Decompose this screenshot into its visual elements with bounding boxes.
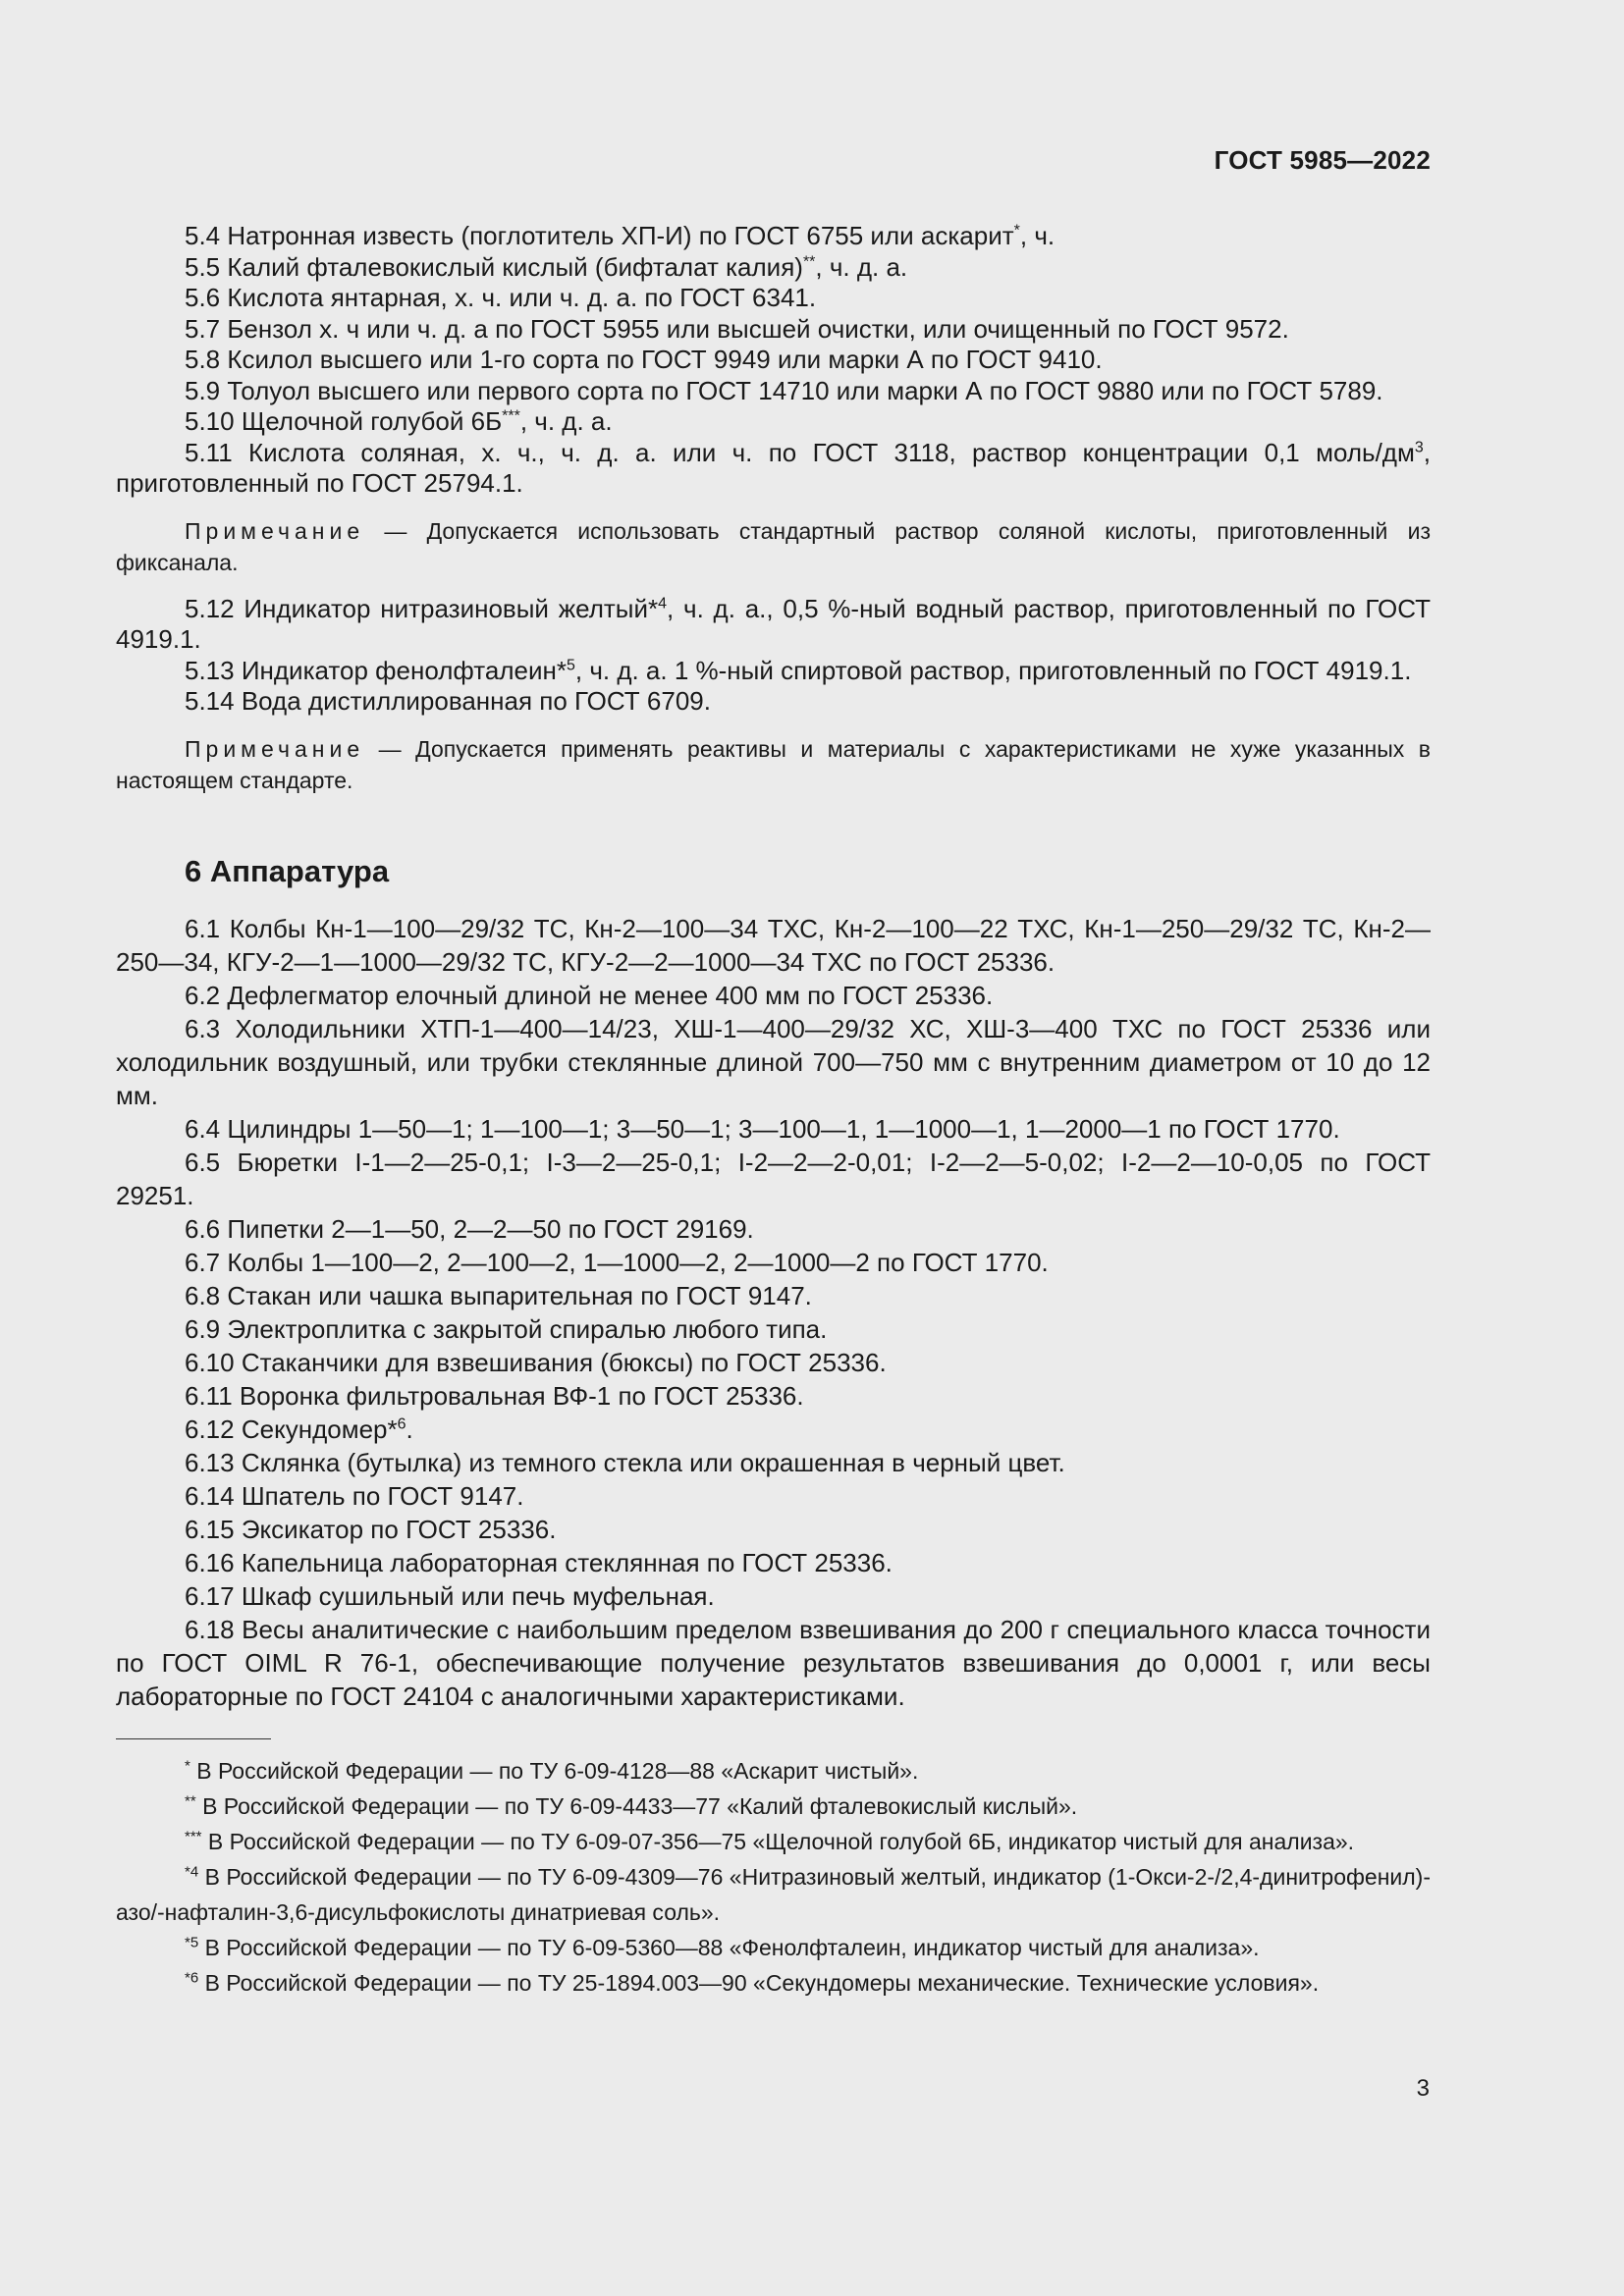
item-5-12: 5.12 Индикатор нитразиновый желтый*$^4$, ч. д. а., 0,5 %-ный водный раствор, приготовленный по ГОСТ 4919.1. xyxy=(116,593,1431,654)
item-5-10: 5.10 Щелочной голубой 6Б***, ч. д. а. xyxy=(185,406,613,436)
item-6-13: 6.13 Склянка (бутылка) из темного стекла или окрашенная в черный цвет. xyxy=(185,1447,1065,1477)
footnote-divider xyxy=(116,1738,271,1739)
item-6-17: 6.17 Шкаф сушильный или печь муфельная. xyxy=(185,1580,715,1611)
note-label: Примечание xyxy=(185,735,365,762)
document-code-header: ГОСТ 5985—2022 xyxy=(1214,145,1431,175)
item-5-5: 5.5 Калий фталевокислый кислый (бифталат калия)**, ч. д. а. xyxy=(185,251,908,282)
footnote-mark: ** xyxy=(185,1791,196,1809)
section-6-heading: 6 Аппаратура xyxy=(185,853,390,888)
item-6-5: 6.5 Бюретки I-1—2—25-0,1; I-3—2—25-0,1; I-2—2—2-0,01; I-2—2—5-0,02; I-2—2—10-0,05 по ГОСТ 29251. xyxy=(116,1147,1431,1210)
footnote-mark: *4 xyxy=(185,1862,199,1880)
item-5-13: 5.13 Индикатор фенолфталеин*$^5$, ч. д. а. 1 %-ный спиртовой раствор, приготовленный по ГОСТ 4919.1. xyxy=(185,655,1412,685)
item-6-15: 6.15 Эксикатор по ГОСТ 25336. xyxy=(185,1514,557,1544)
footnote-4: $^{*4}$ В Российской Федерации — по ТУ 6-09-4309—76 «Нитразиновый желтый, индикатор (1-Окси-2-/2,4-динитрофенил)-азо/-нафталин-3,6-дисульфокислоты динатриевая соль». xyxy=(116,1862,1431,1925)
item-5-9: 5.9 Толуол высшего или первого сорта по ГОСТ 14710 или марки А по ГОСТ 9880 или по ГОСТ 5789. xyxy=(185,375,1383,405)
footnote-mark: *5 xyxy=(185,1933,199,1950)
footnote-3: *** В Российской Федерации — по ТУ 6-09-07-356—75 «Щелочной голубой 6Б, индикатор чистый для анализа». xyxy=(185,1827,1355,1854)
item-6-18: 6.18 Весы аналитические с наибольшим пределом взвешивания до 200 г специального класса точности по ГОСТ OIML R 76-1, обеспечивающие получение результатов взвешивания до 0,0001 г, или весы лабораторные по ГОСТ 24104 с аналогичными характеристиками. xyxy=(116,1614,1431,1711)
item-6-14: 6.14 Шпатель по ГОСТ 9147. xyxy=(185,1480,524,1511)
item-6-4: 6.4 Цилиндры 1—50—1; 1—100—1; 3—50—1; 3—100—1, 1—1000—1, 1—2000—1 по ГОСТ 1770. xyxy=(185,1113,1340,1144)
item-5-4: 5.4 Натронная известь (поглотитель ХП-И) по ГОСТ 6755 или аскарит*, ч. xyxy=(185,221,1056,250)
item-6-1: 6.1 Колбы Кн-1—100—29/32 ТС, Кн-2—100—34 ТХС, Кн-2—100—22 ТХС, Кн-1—250—29/32 ТС, Кн-2—250—34, КГУ-2—1—1000—29/32 ТС, КГУ-2—2—1000—34 ТХС по ГОСТ 25336. xyxy=(116,913,1431,977)
footnote-mark: *6 xyxy=(185,1968,199,1986)
footnote-2: ** В Российской Федерации — по ТУ 6-09-4433—77 «Калий фталевокислый кислый». xyxy=(185,1791,1078,1819)
item-6-11: 6.11 Воронка фильтровальная ВФ-1 по ГОСТ 25336. xyxy=(185,1380,804,1411)
item-6-9: 6.9 Электроплитка с закрытой спиралью любого типа. xyxy=(185,1313,828,1344)
page-content xyxy=(116,221,1431,2001)
footnote-5: $^{*5}$ В Российской Федерации — по ТУ 6-09-5360—88 «Фенолфталеин, индикатор чистый для анализа». xyxy=(185,1933,1260,1960)
item-6-12: 6.12 Секундомер*$^6$. xyxy=(185,1414,413,1444)
page-number: 3 xyxy=(1416,2075,1430,2102)
item-6-2: 6.2 Дефлегматор елочный длиной не менее 400 мм по ГОСТ 25336. xyxy=(185,980,994,1010)
item-5-8: 5.8 Ксилол высшего или 1-го сорта по ГОСТ 9949 или марки А по ГОСТ 9410. xyxy=(185,345,1103,374)
item-5-11: 5.11 Кислота соляная, х. ч., ч. д. а. или ч. по ГОСТ 3118, раствор концентрации 0,1 моль/$дм^3$, приготовленный по ГОСТ 25794.1. xyxy=(116,437,1431,498)
footnote-6: $^{*6}$ В Российской Федерации — по ТУ 25-1894.003—90 «Секундомеры механические. Технические условия». xyxy=(185,1968,1320,1996)
note-1: Примечание — Допускается использовать стандартный раствор соляной кислоты, приготовленный из фиксанала. xyxy=(116,517,1431,575)
item-5-7: 5.7 Бензол х. ч или ч. д. а по ГОСТ 5955 или высшей очистки, или очищенный по ГОСТ 9572. xyxy=(185,313,1289,344)
item-6-7: 6.7 Колбы 1—100—2, 2—100—2, 1—1000—2, 2—1000—2 по ГОСТ 1770. xyxy=(185,1247,1049,1277)
item-6-8: 6.8 Стакан или чашка выпарительная по ГОСТ 9147. xyxy=(185,1280,812,1310)
footnote-mark: * xyxy=(185,1756,190,1774)
item-6-10: 6.10 Стаканчики для взвешивания (бюксы) по ГОСТ 25336. xyxy=(185,1347,887,1377)
note-label: Примечание xyxy=(185,517,365,544)
item-5-6: 5.6 Кислота янтарная, х. ч. или ч. д. а. по ГОСТ 6341. xyxy=(185,283,817,312)
footnote-mark: *** xyxy=(185,1827,202,1844)
item-5-14: 5.14 Вода дистиллированная по ГОСТ 6709. xyxy=(185,686,711,716)
item-6-6: 6.6 Пипетки 2—1—50, 2—2—50 по ГОСТ 29169. xyxy=(185,1213,754,1244)
item-6-16: 6.16 Капельница лабораторная стеклянная по ГОСТ 25336. xyxy=(185,1547,893,1577)
note-2: Примечание — Допускается применять реактивы и материалы с характеристиками не хуже указанных в настоящем стандарте. xyxy=(116,735,1431,793)
footnote-1: * В Российской Федерации — по ТУ 6-09-4128—88 «Аскарит чистый». xyxy=(185,1756,919,1784)
item-6-3: 6.3 Холодильники ХТП-1—400—14/23, ХШ-1—400—29/32 ХС, ХШ-3—400 ТХС по ГОСТ 25336 или холодильник воздушный, или трубки стеклянные длиной 700—750 мм с внутренним диаметром от 10 до 12 мм. xyxy=(116,1013,1431,1110)
